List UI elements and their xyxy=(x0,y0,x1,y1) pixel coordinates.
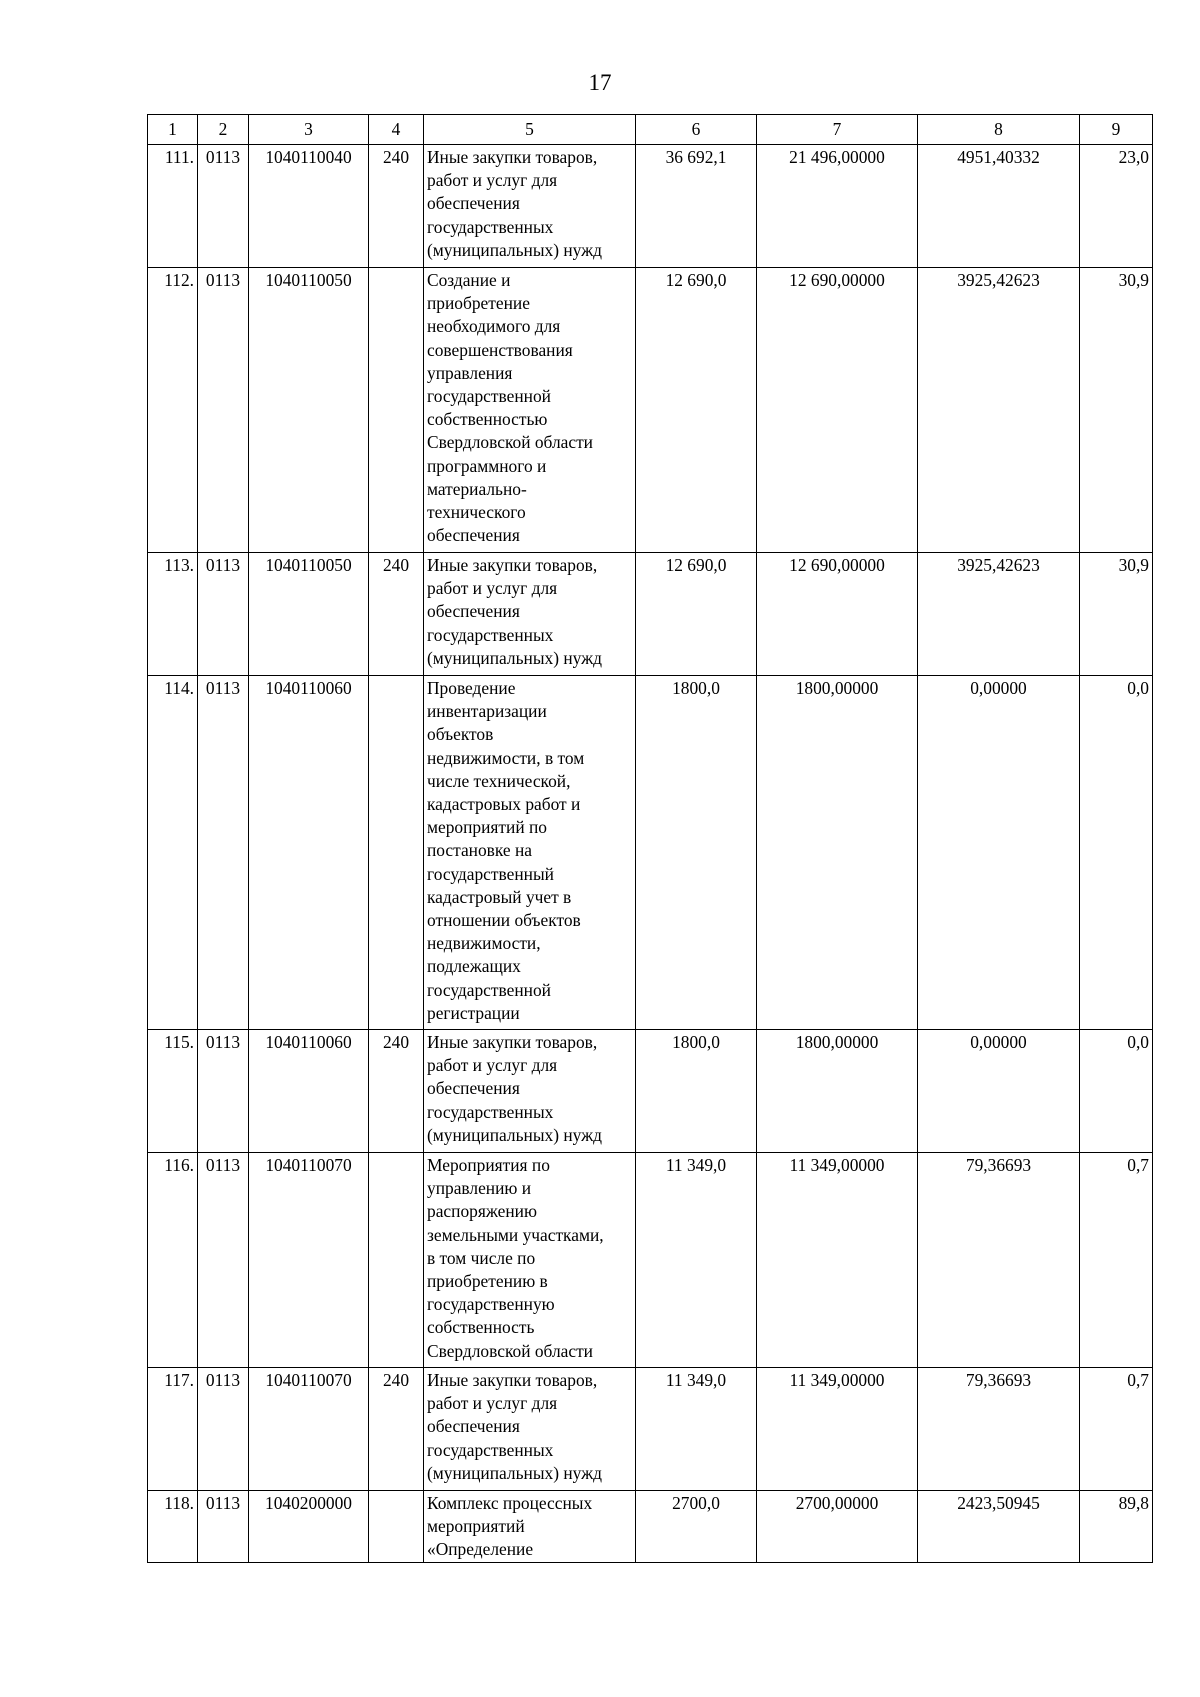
item-name-line: (муниципальных) нужд xyxy=(427,239,602,260)
column-header: 5 xyxy=(424,115,636,145)
column-header: 2 xyxy=(198,115,249,145)
section-code: 0113 xyxy=(198,268,249,553)
page-number: 17 xyxy=(588,70,612,95)
item-name-line: приобретению в xyxy=(427,1271,548,1292)
item-name-line: работ и услуг для xyxy=(427,1393,558,1414)
planned-amount: 11 349,0 xyxy=(636,1153,757,1368)
item-name-line: обеспечения xyxy=(427,1078,520,1099)
execution-percent: 30,9 xyxy=(1080,268,1153,553)
section-code: 0113 xyxy=(198,1491,249,1563)
column-header: 6 xyxy=(636,115,757,145)
target-article-code: 1040110060 xyxy=(249,1030,369,1153)
executed-amount: 3925,42623 xyxy=(918,553,1080,676)
item-name xyxy=(424,553,636,676)
target-article-code: 1040110060 xyxy=(249,676,369,1030)
planned-amount: 12 690,0 xyxy=(636,553,757,676)
column-header: 9 xyxy=(1080,115,1153,145)
item-name-line: работ и услуг для xyxy=(427,170,558,191)
limit-amount: 11 349,00000 xyxy=(757,1153,918,1368)
column-header: 8 xyxy=(918,115,1080,145)
row-number: 118. xyxy=(148,1491,198,1563)
item-name xyxy=(424,1153,636,1368)
expense-type-code xyxy=(369,1153,424,1368)
section-code: 0113 xyxy=(198,1030,249,1153)
column-header: 7 xyxy=(757,115,918,145)
item-name-line: подлежащих xyxy=(427,956,521,977)
planned-amount: 11 349,0 xyxy=(636,1368,757,1491)
item-name-line: (муниципальных) нужд xyxy=(427,1462,602,1483)
item-name-line: государственной xyxy=(427,979,551,1000)
item-name-line: обеспечения xyxy=(427,1416,520,1437)
item-name-line: государственную xyxy=(427,1294,555,1315)
item-name-line: обеспечения xyxy=(427,193,520,214)
target-article-code: 1040110050 xyxy=(249,553,369,676)
item-name xyxy=(424,1030,636,1153)
planned-amount: 2700,0 xyxy=(636,1491,757,1563)
section-code: 0113 xyxy=(198,676,249,1030)
expense-type-code: 240 xyxy=(369,553,424,676)
item-name-line: собственность xyxy=(427,1317,535,1338)
execution-percent: 0,0 xyxy=(1080,676,1153,1030)
expense-type-code: 240 xyxy=(369,1368,424,1491)
item-name-line: Иные закупки товаров, xyxy=(427,555,598,575)
table-row xyxy=(148,145,1153,268)
section-code: 0113 xyxy=(198,1153,249,1368)
item-name-line: распоряжению xyxy=(427,1201,537,1222)
item-name-line: управления xyxy=(427,362,513,383)
item-name-line: Создание и xyxy=(427,270,511,290)
limit-amount: 21 496,00000 xyxy=(757,145,918,268)
column-header: 4 xyxy=(369,115,424,145)
row-number: 112. xyxy=(148,268,198,553)
item-name-line: технического xyxy=(427,502,526,523)
item-name-line: «Определение xyxy=(427,1539,534,1560)
table-row xyxy=(148,676,1153,1030)
budget-table xyxy=(147,114,1153,1563)
item-name-line: постановке на xyxy=(427,840,533,861)
item-name-line: недвижимости, в том xyxy=(427,747,585,768)
item-name-line: государственный xyxy=(427,863,554,884)
executed-amount: 2423,50945 xyxy=(918,1491,1080,1563)
item-name-line: совершенствования xyxy=(427,339,573,360)
item-name-line: материально- xyxy=(427,478,527,499)
limit-amount: 1800,00000 xyxy=(757,1030,918,1153)
target-article-code: 1040110070 xyxy=(249,1368,369,1491)
item-name-line: государственных xyxy=(427,1101,554,1122)
item-name-line: собственностью xyxy=(427,409,548,430)
item-name-line: числе технической, xyxy=(427,770,571,791)
item-name-line: мероприятий xyxy=(427,1516,525,1537)
executed-amount: 0,00000 xyxy=(918,676,1080,1030)
item-name xyxy=(424,268,636,553)
item-name-line: кадастровых работ и xyxy=(427,794,581,815)
table-row xyxy=(148,268,1153,553)
item-name-line: Комплекс процессных xyxy=(427,1493,593,1513)
item-name-line: государственных xyxy=(427,624,554,645)
execution-percent: 30,9 xyxy=(1080,553,1153,676)
header-row xyxy=(148,115,1153,145)
item-name-line: государственной xyxy=(427,386,551,407)
item-name xyxy=(424,676,636,1030)
item-name-line: работ и услуг для xyxy=(427,1055,558,1076)
target-article-code: 1040110040 xyxy=(249,145,369,268)
table-row xyxy=(148,553,1153,676)
item-name-line: (муниципальных) нужд xyxy=(427,1124,602,1145)
item-name-line: Проведение xyxy=(427,678,516,698)
item-name-line: земельными участками, xyxy=(427,1224,604,1245)
item-name-line: Свердловской области xyxy=(427,1340,593,1361)
limit-amount: 1800,00000 xyxy=(757,676,918,1030)
execution-percent: 23,0 xyxy=(1080,145,1153,268)
target-article-code: 1040200000 xyxy=(249,1491,369,1563)
item-name-line: государственных xyxy=(427,1439,554,1460)
execution-percent: 89,8 xyxy=(1080,1491,1153,1563)
target-article-code: 1040110050 xyxy=(249,268,369,553)
item-name-line: Иные закупки товаров, xyxy=(427,147,598,167)
item-name-line: обеспечения xyxy=(427,601,520,622)
table-row xyxy=(148,1368,1153,1491)
expense-type-code xyxy=(369,268,424,553)
item-name xyxy=(424,1368,636,1491)
item-name-line: регистрации xyxy=(427,1002,520,1023)
limit-amount: 11 349,00000 xyxy=(757,1368,918,1491)
item-name-line: управлению и xyxy=(427,1178,532,1199)
row-number: 117. xyxy=(148,1368,198,1491)
item-name-line: объектов xyxy=(427,724,494,745)
item-name-line: недвижимости, xyxy=(427,933,541,954)
item-name xyxy=(424,1491,636,1563)
item-name-line: государственных xyxy=(427,216,554,237)
executed-amount: 0,00000 xyxy=(918,1030,1080,1153)
table-row xyxy=(148,1491,1153,1563)
item-name-line: программного и xyxy=(427,455,547,476)
item-name-line: необходимого для xyxy=(427,316,561,337)
executed-amount: 3925,42623 xyxy=(918,268,1080,553)
item-name xyxy=(424,145,636,268)
section-code: 0113 xyxy=(198,553,249,676)
item-name-line: работ и услуг для xyxy=(427,578,558,599)
row-number: 111. xyxy=(148,145,198,268)
item-name-line: Мероприятия по xyxy=(427,1155,550,1175)
row-number: 114. xyxy=(148,676,198,1030)
expense-type-code xyxy=(369,1491,424,1563)
execution-percent: 0,0 xyxy=(1080,1030,1153,1153)
row-number: 116. xyxy=(148,1153,198,1368)
section-code: 0113 xyxy=(198,145,249,268)
item-name-line: мероприятий по xyxy=(427,817,547,838)
item-name-line: приобретение xyxy=(427,293,530,314)
planned-amount: 12 690,0 xyxy=(636,268,757,553)
section-code: 0113 xyxy=(198,1368,249,1491)
item-name-line: (муниципальных) нужд xyxy=(427,647,602,668)
limit-amount: 12 690,00000 xyxy=(757,268,918,553)
limit-amount: 12 690,00000 xyxy=(757,553,918,676)
planned-amount: 1800,0 xyxy=(636,1030,757,1153)
item-name-line: инвентаризации xyxy=(427,701,547,722)
column-header: 1 xyxy=(148,115,198,145)
executed-amount: 4951,40332 xyxy=(918,145,1080,268)
item-name-line: Свердловской области xyxy=(427,432,593,453)
executed-amount: 79,36693 xyxy=(918,1153,1080,1368)
execution-percent: 0,7 xyxy=(1080,1368,1153,1491)
limit-amount: 2700,00000 xyxy=(757,1491,918,1563)
item-name-line: в том числе по xyxy=(427,1247,536,1268)
table-row xyxy=(148,1030,1153,1153)
expense-type-code: 240 xyxy=(369,145,424,268)
item-name-line: отношении объектов xyxy=(427,910,581,931)
expense-type-code: 240 xyxy=(369,1030,424,1153)
item-name-line: Иные закупки товаров, xyxy=(427,1370,598,1390)
planned-amount: 1800,0 xyxy=(636,676,757,1030)
table-row xyxy=(148,1153,1153,1368)
planned-amount: 36 692,1 xyxy=(636,145,757,268)
item-name-line: кадастровый учет в xyxy=(427,886,572,907)
target-article-code: 1040110070 xyxy=(249,1153,369,1368)
expense-type-code xyxy=(369,676,424,1030)
column-header: 3 xyxy=(249,115,369,145)
row-number: 113. xyxy=(148,553,198,676)
item-name-line: Иные закупки товаров, xyxy=(427,1032,598,1052)
item-name-line: обеспечения xyxy=(427,525,520,546)
execution-percent: 0,7 xyxy=(1080,1153,1153,1368)
row-number: 115. xyxy=(148,1030,198,1153)
executed-amount: 79,36693 xyxy=(918,1368,1080,1491)
